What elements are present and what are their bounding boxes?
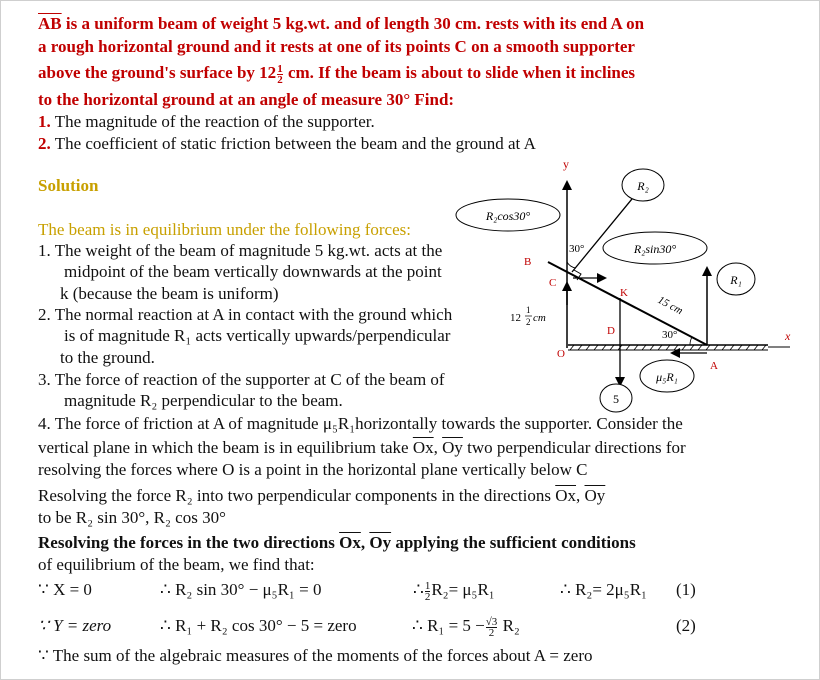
length-label: 15 cm: [655, 294, 685, 318]
friction-label: μ₅R₁: [656, 370, 678, 384]
problem-line-4: to the horizontal ground at an angle of measure 30° Find:: [38, 90, 455, 109]
point-k: K: [620, 287, 628, 299]
eq1-half: ∴ $\frac{1}{2}$ R₂= μ₅R₁: [413, 579, 495, 603]
force-1-line-c: k (because the beam is uniform): [60, 284, 279, 303]
eq2-result: ∴ R₁ = 5 − $\frac{√3}{2}$ R₂: [412, 615, 520, 639]
eq1-number: (1): [676, 580, 696, 599]
force-2-line-a: 2. The normal reaction at A in contact with the ground which: [38, 305, 453, 324]
point-d: D: [607, 325, 615, 337]
angle-label-a: 30°: [662, 329, 678, 341]
eq2-number: (2): [676, 616, 696, 635]
problem-line-2: a rough horizontal ground and it rests at one of its points C on a smooth supporter: [38, 37, 635, 56]
height-frac-den: 2: [526, 317, 531, 327]
x-label: x: [785, 329, 791, 343]
height-frac-num: 1: [526, 305, 531, 315]
y-label: y: [563, 157, 569, 171]
problem-line-1: $\overline{AB}$ is a uniform beam of weight 5 kg.wt. and of length 30 cm. rests with its end A on: [38, 14, 645, 33]
eq2-condition: ∵ Y = zero: [38, 616, 112, 635]
point-o: O: [557, 348, 565, 360]
resolve-line-2: to be R₂ sin 30°, R₂ cos 30°: [38, 508, 226, 527]
force-4-line-c: resolving the forces where O is a point in the horizontal plane vertically below C: [38, 460, 588, 479]
eq1-result: ∴ R₂= 2μ₅R₁: [560, 580, 647, 599]
solution-intro: The beam is in equilibrium under the following forces:: [38, 220, 411, 239]
force-1-line-b: midpoint of the beam vertically downwards at the point: [64, 262, 442, 281]
angle-arc-c: [567, 262, 576, 268]
ground-hatch: [568, 345, 768, 350]
moments-line: ∵ The sum of the algebraic measures of the moments of the forces about A = zero: [38, 646, 593, 665]
eq2-resolution: ∴ R₁ + R₂ cos 30° − 5 = zero: [160, 616, 357, 635]
resolve-line-1: Resolving the force R₂ into two perpendicular components in the directions $\overline{Ox}$, $\overline{Oy}$: [38, 486, 606, 505]
r2sin-label: R₂sin30°: [633, 242, 677, 256]
resolve-bold-line: Resolving the forces in the two directions $\overline{Ox}$, $\overline{Oy}$ applying the sufficient conditions: [38, 533, 636, 552]
height-label: 12: [510, 312, 521, 324]
point-b: B: [524, 256, 532, 268]
beam: [548, 262, 707, 345]
point-a: A: [710, 360, 718, 372]
question-1: 1. The magnitude of the reaction of the supporter.: [38, 112, 375, 131]
solution-heading: Solution: [38, 176, 99, 195]
force-2-line-b: is of magnitude R₁ acts vertically upwards/perpendicular: [64, 326, 451, 345]
eq1-resolution: ∴ R₂ sin 30° − μ₅R₁ = 0: [160, 580, 322, 599]
force-3-line-b: magnitude R₂ perpendicular to the beam.: [64, 391, 343, 410]
problem-line-3: above the ground's surface by 12 $\frac{1}{2}$ cm. If the beam is about to slide when it inclines: [38, 62, 636, 86]
equilibrium-intro: of equilibrium of the beam, we find that:: [38, 555, 315, 574]
weight-label: 5: [613, 392, 619, 406]
eq1-condition: ∵ X = 0: [38, 580, 92, 599]
force-3-line-a: 3. The force of reaction of the supporter at C of the beam of: [38, 370, 445, 389]
r1-label: R₁: [730, 273, 742, 287]
force-4-line-b: vertical plane in which the beam is in equilibrium take $\overline{Ox}$, $\overline{Oy}$ two perpendicular directions for: [38, 438, 686, 457]
force-4-line-a: 4. The force of friction at A of magnitude μ₅R₁horizontally towards the supporter. Consider the: [38, 414, 683, 433]
question-2: 2. The coefficient of static friction between the beam and the ground at A: [38, 134, 536, 153]
r2cos-label: R₂cos30°: [485, 209, 531, 223]
point-c: C: [549, 277, 557, 289]
r2-label: R₂: [637, 179, 649, 193]
force-2-line-c: to the ground.: [60, 348, 155, 367]
angle-label-c: 30°: [569, 243, 585, 255]
height-unit: cm: [533, 312, 546, 324]
force-1-line-a: 1. The weight of the beam of magnitude 5 kg.wt. acts at the: [38, 241, 443, 260]
angle-arc-a: [690, 337, 692, 345]
